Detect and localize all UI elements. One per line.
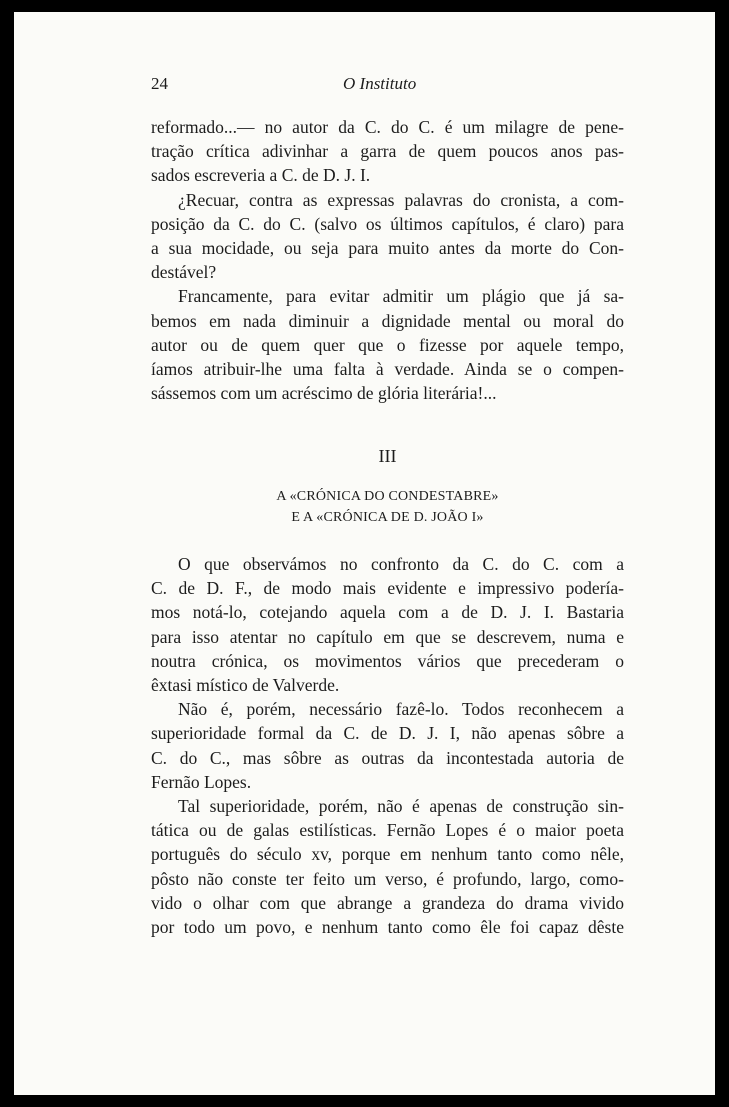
text-block-before-section (151, 115, 624, 405)
text-line: noutra crónica, os movimentos vários que precederam o (151, 650, 624, 671)
text-line: português do século xv, porque em nenhum tanto como nêle, (151, 844, 624, 865)
text-line: a sua mocidade, ou seja para muito antes da morte do Con- (151, 238, 624, 259)
section-title-line: A «CRÓNICA DO CONDESTABRE» (276, 489, 499, 504)
text-line: Não é, porém, necessário fazê-lo. Todos reconhecem a (178, 699, 624, 720)
paragraph (151, 794, 624, 939)
text-line: vido o olhar com que abrange a grandeza do drama vivido (151, 892, 624, 913)
paragraph (151, 284, 624, 405)
text-line: Tal superioridade, porém, não é apenas de construção sin- (178, 796, 624, 817)
text-line: superioridade formal da C. de D. J. I, não apenas sôbre a (151, 723, 624, 744)
journal-title: O Instituto (343, 74, 417, 93)
text-line: O que observámos no confronto da C. do C. com a (178, 554, 624, 574)
text-line: tática ou de galas estilísticas. Fernão Lopes é o maior poeta (151, 820, 624, 841)
text-line: pôsto não conste ter feito um verso, é profundo, largo, como- (151, 868, 624, 889)
running-head (151, 74, 624, 98)
text-line: C. de D. F., de modo mais evidente e impressivo podería- (151, 578, 624, 599)
text-line: C. do C., mas sôbre as outras da incontestada autoria de (151, 747, 624, 768)
text-line: mos notá-lo, cotejando aquela com a de D. J. I. Bastaria (151, 602, 624, 623)
paragraph (151, 552, 624, 697)
text-line: sássemos com um acréscimo de glória literária!... (151, 383, 497, 404)
text-line: íamos atribuir-lhe uma falta à verdade. Ainda se o compen- (151, 359, 624, 380)
text-line: destável? (151, 262, 217, 283)
text-line: ¿Recuar, contra as expressas palavras do cronista, a com- (178, 189, 624, 210)
paragraph (151, 697, 624, 794)
section-title-line: E A «CRÓNICA DE D. JOÃO I» (291, 510, 484, 525)
paragraph (151, 115, 624, 188)
text-line: êxtasi místico de Valverde. (151, 675, 340, 696)
section-number: III (378, 446, 397, 466)
section-title (151, 486, 624, 528)
paragraph (151, 188, 624, 285)
page-number: 24 (151, 74, 168, 93)
text-line: reformado...— no autor da C. do C. é um milagre de pene- (151, 117, 624, 137)
text-line: tração crítica adivinhar a garra de quem poucos anos pas- (151, 141, 624, 162)
text-line: posição da C. do C. (salvo os últimos capítulos, é claro) para (151, 213, 624, 234)
book-page (14, 12, 715, 1095)
text-line: Francamente, para evitar admitir um plágio que já sa- (178, 286, 624, 307)
text-line: Fernão Lopes. (151, 771, 252, 792)
text-block-after-section (151, 552, 624, 939)
text-line: sados escreveria a C. de D. J. I. (151, 165, 371, 186)
text-line: bemos em nada diminuir a dignidade mental ou moral do (151, 310, 624, 331)
text-line: autor ou de quem quer que o fizesse por aquele tempo, (151, 334, 624, 355)
text-line: por todo um povo, e nenhum tanto como êle foi capaz dêste (151, 917, 624, 938)
text-line: para isso atentar no capítulo em que se descrevem, numa e (151, 626, 624, 647)
